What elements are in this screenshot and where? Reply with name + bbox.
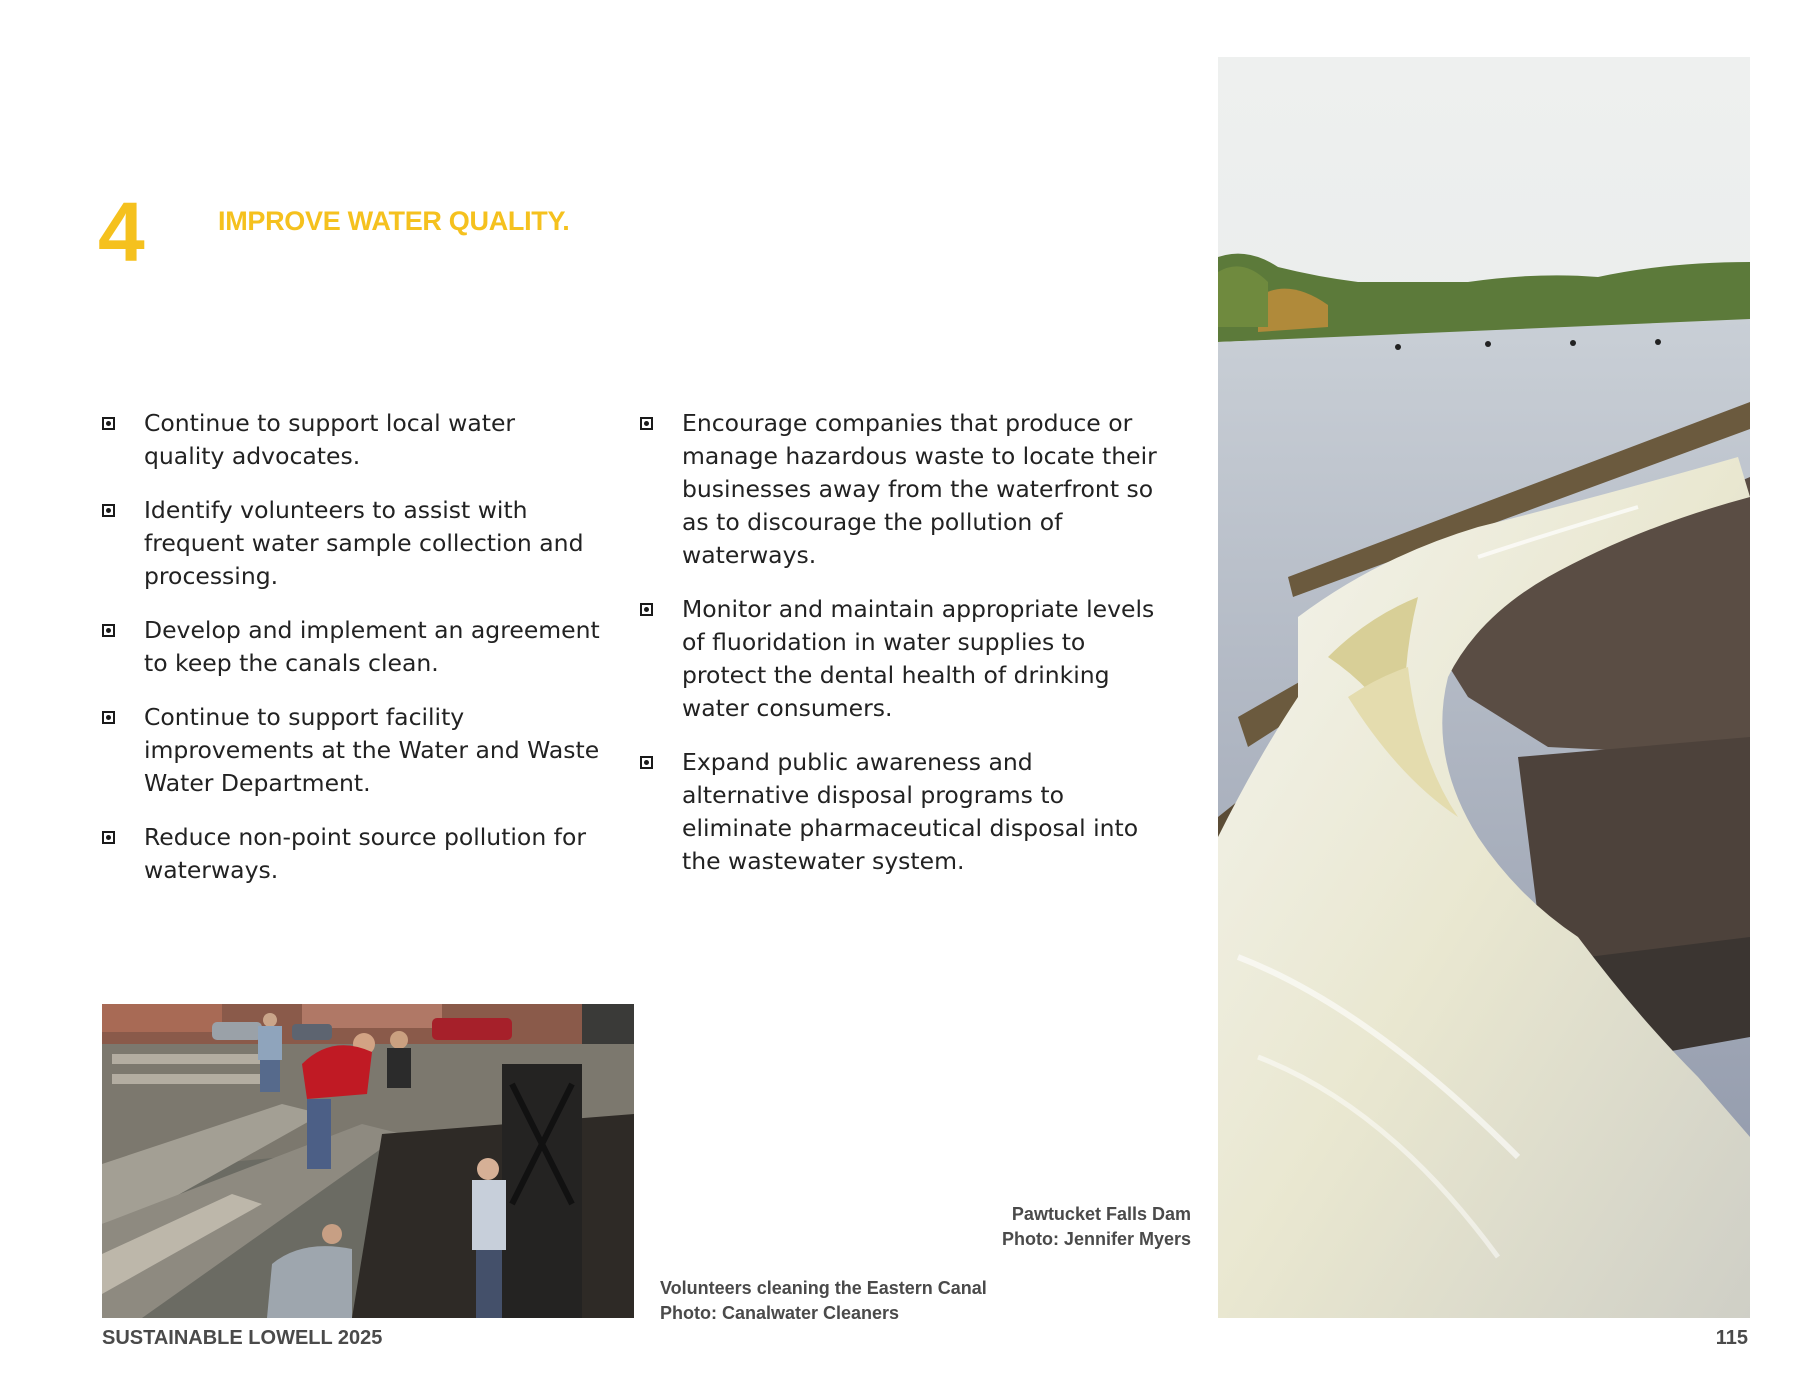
- action-text: Continue to support facility improvements at the Water and Waste Water Department.: [144, 703, 600, 797]
- list-item: [640, 593, 1160, 725]
- action-text: Identify volunteers to assist with frequent water sample collection and processing.: [144, 496, 584, 590]
- bullet-icon: [640, 417, 653, 430]
- canal-photo-caption: [660, 1276, 987, 1326]
- actions-right-list: [640, 407, 1160, 899]
- caption-credit: Photo: Canalwater Cleaners: [660, 1303, 900, 1323]
- list-item: [102, 494, 602, 593]
- caption-credit: Photo: Jennifer Myers: [1001, 1229, 1191, 1249]
- bullet-icon: [102, 624, 115, 637]
- actions-left-list: [102, 407, 602, 908]
- bullet-icon: [102, 504, 115, 517]
- bullet-icon: [640, 603, 653, 616]
- action-text: Expand public awareness and alternative disposal programs to eliminate pharmaceutical disposal into the wastewater system.: [682, 748, 1139, 875]
- list-item: [102, 407, 602, 473]
- goal-title: IMPROVE WATER QUALITY.: [218, 206, 570, 236]
- pawtucket-falls-dam-photo: [1218, 57, 1750, 1318]
- bullet-icon: [102, 831, 115, 844]
- action-text: Reduce non-point source pollution for waterways.: [144, 823, 586, 884]
- action-text: Encourage companies that produce or manage hazardous waste to locate their businesses away from the waterfront so as to discourage the pollution of waterways.: [682, 409, 1157, 569]
- action-text: Monitor and maintain appropriate levels of fluoridation in water supplies to protect the dental health of drinking water consumers.: [682, 595, 1155, 722]
- canal-volunteers-photo: [102, 1004, 634, 1318]
- list-item: [102, 701, 602, 800]
- bullet-icon: [102, 417, 115, 430]
- bullet-icon: [640, 756, 653, 769]
- list-item: [102, 614, 602, 680]
- action-text: Continue to support local water quality advocates.: [144, 409, 516, 470]
- caption-title: Pawtucket Falls Dam: [1011, 1204, 1191, 1224]
- dam-photo-caption: [1002, 1202, 1191, 1252]
- goal-number: 4: [98, 185, 145, 279]
- action-text: Develop and implement an agreement to keep the canals clean.: [144, 616, 600, 677]
- document-title: SUSTAINABLE LOWELL 2025: [102, 1327, 383, 1349]
- bullet-icon: [102, 711, 115, 724]
- page-number: 115: [1715, 1327, 1748, 1349]
- list-item: [640, 746, 1160, 878]
- list-item: [102, 821, 602, 887]
- caption-title: Volunteers cleaning the Eastern Canal: [660, 1278, 987, 1298]
- list-item: [640, 407, 1160, 572]
